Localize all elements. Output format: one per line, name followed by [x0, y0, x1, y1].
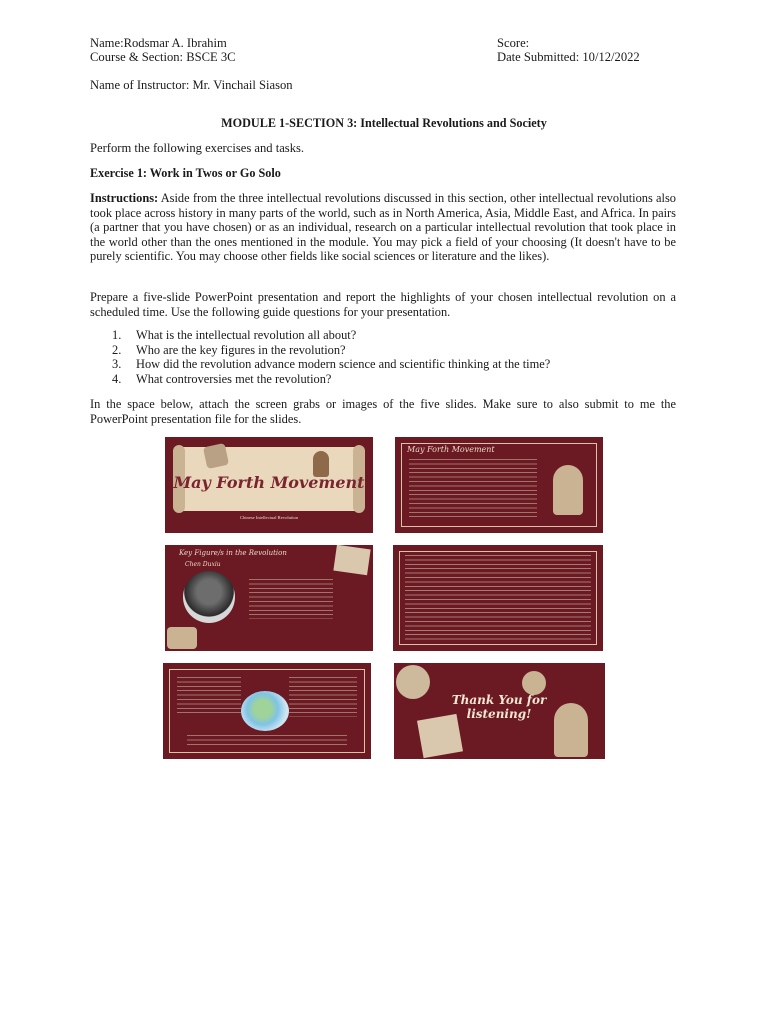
course-section: Course & Section: BSCE 3C [90, 50, 236, 64]
slide-3-body-text [249, 579, 333, 619]
slide-2-thumbnail [395, 437, 603, 533]
slide-6-thumbnail [394, 663, 605, 759]
slide-4-thumbnail [393, 545, 603, 651]
map-globe-image [241, 691, 289, 731]
bust-decoration [554, 703, 588, 757]
slide-5-text-left [177, 677, 241, 713]
list-item: 4. What controversies met the revolution? [112, 371, 332, 386]
slide-1-subtitle: Chinese Intellectual Revolution [239, 515, 299, 520]
paper-decoration [203, 443, 229, 469]
bust-decoration [553, 465, 583, 515]
slide-6-title: Thank You for listening! [451, 693, 547, 721]
instructions-paragraph [90, 191, 676, 264]
slide-5-thumbnail [163, 663, 371, 759]
score-label: Score: [497, 36, 530, 50]
instructor-name: Name of Instructor: Mr. Vinchail Siason [90, 78, 293, 92]
slide-5-text-right [289, 677, 357, 717]
instructions-label: Instructions: [90, 191, 159, 205]
slide-2-body-text [409, 459, 537, 519]
list-item: 3. How did the revolution advance modern science and scientific thinking at the time? [112, 357, 551, 372]
date-submitted: Date Submitted: 10/12/2022 [497, 50, 640, 64]
slide-1-title: May Forth Movement [173, 473, 365, 492]
slide-4-body-text [405, 555, 591, 641]
globe-decoration [167, 627, 197, 649]
list-item: 2. Who are the key figures in the revolution? [112, 342, 346, 357]
instructions-body: Aside from the three intellectual revolutions discussed in this section, other intellectual revolutions also took place across history in many parts of the world, such as in North America, Asia, Middle East, and Africa. In pairs (a partner that you have chosen) or as an individual, research on a particular intellectual revolution that took place in the world other than the ones mentioned in the module. You may pick a field of your choosing (It doesn't have to be purely scientific. You may choose other fields like social sciences or literature and the likes). [90, 191, 676, 264]
exercise-title: Exercise 1: Work in Twos or Go Solo [90, 166, 281, 180]
intro-text: Perform the following exercises and tasks. [90, 141, 305, 155]
slide-5-text-bottom [187, 735, 347, 747]
attach-paragraph: In the space below, attach the screen grabs or images of the five slides. Make sure to also submit to me the PowerPoint presentation file for the slides. [90, 397, 676, 426]
globe-decoration [396, 665, 430, 699]
student-name: Name:Rodsmar A. Ibrahim [90, 36, 227, 50]
compass-decoration [522, 671, 546, 695]
paper-decoration [333, 545, 370, 575]
slide-3-thumbnail [165, 545, 373, 651]
slide-1-thumbnail [165, 437, 373, 533]
slide-3-name: Chen Duxiu [185, 561, 221, 568]
list-item: 1. What is the intellectual revolution all about? [112, 328, 357, 342]
module-title: MODULE 1-SECTION 3: Intellectual Revolutions and Society [221, 116, 547, 130]
guide-questions-list [112, 328, 550, 386]
portrait-photo [183, 571, 235, 623]
prepare-paragraph: Prepare a five-slide PowerPoint presentation and report the highlights of your chosen intellectual revolution on a scheduled time. Use the following guide questions for your presentation. [90, 290, 676, 319]
slide-2-title: May Forth Movement [407, 445, 495, 454]
slide-3-title: Key Figure/s in the Revolution [179, 549, 287, 557]
